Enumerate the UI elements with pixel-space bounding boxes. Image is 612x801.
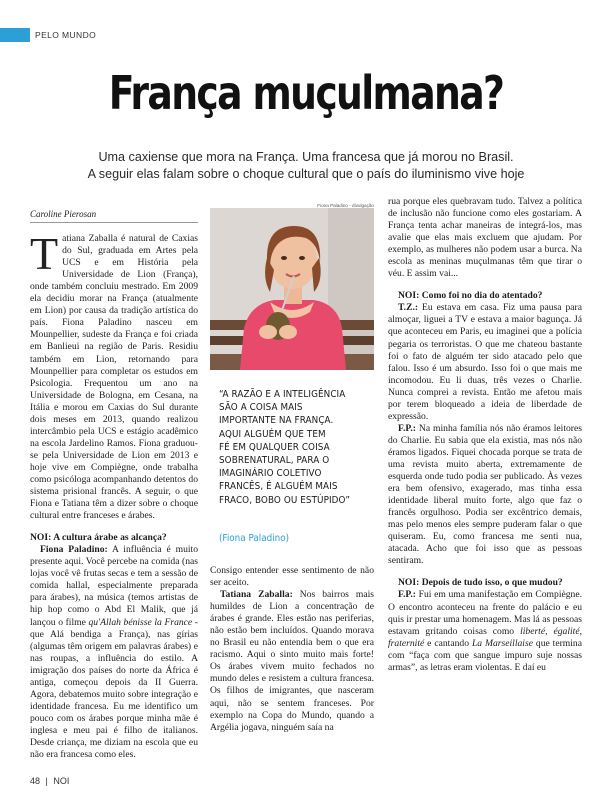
subtitle-line-1: Uma caxiense que mora na França. Uma francesa que já morou no Brasil. [98, 150, 514, 164]
answer-tatiana-text: Nos bairros mais humildes de Lion a concentração de árabes é grande. Eles estão nas periferias, não estão bem incluídos. Quando morava no Brasil eu não entendia bem o que era racismo. Aqui o sinto muito mais forte! Os árabes vivem muito fechados no mundo deles e resistem a cultura francesa. Os filhos de imigrantes, que nasceram aqui, não se sentem franceses. Por exemplo na Copa do Mundo, quando a Argélia jogava, ninguém saía na [210, 589, 374, 733]
page-number: 48 [30, 776, 41, 786]
section-tag [0, 28, 96, 42]
question-2: NOI: Como foi no dia do atentado? [398, 290, 543, 302]
answer-tz-text: Eu estava em casa. Fiz uma pausa para almoçar, liguei a TV e estava a maior bagunça. Já que aconteceu em Paris, eu imaginei que a polícia pegaria os terroristas. O que me chateou bastante foi o fato de alguém ter sido atacado pelo que falou. Isso é um absurdo. Isso foi o que mais me incomodou. Eu li duas, três vezes o Charlie. Nunca comprei a revista. Então me afetou mais por terem bloqueado a ideia de liberdade de expressão. [388, 302, 582, 422]
author-byline: Caroline Pierosan [30, 208, 198, 223]
speaker-tatiana: Tatiana Zaballa: [220, 589, 293, 601]
speaker-fp-2: F.P.: [398, 589, 416, 601]
pull-quote-line: FRACO, BOBO OU ESTÚPIDO” [219, 494, 351, 506]
pull-quote-line: IMPORTANTE NA FRANÇA. [219, 415, 334, 427]
anthem-title: La Marseillaise [471, 637, 533, 649]
column-1 [30, 208, 198, 761]
pull-quote-line: FÉ EM QUALQUER COISA [219, 441, 330, 453]
answer-fp [388, 423, 582, 568]
section-label: PELO MUNDO [35, 30, 97, 40]
answer-fp-2 [388, 589, 582, 673]
pull-quote-author: (Fiona Paladino) [219, 533, 290, 544]
column-3-paragraph-1: rua porque eles quebravam tudo. Talvez a política de inclusão não funcione como eles gostariam. A França tenta achar maneiras de integrá-los, mas avalie que elas mais excluem que ajudam. Por exemplo, as mulheres não podem usar a burca. Na escola as meninas muçulmanas têm que tirar o véu. E assim vai... [388, 196, 582, 280]
intro-paragraph [30, 228, 198, 522]
portrait-photo [210, 208, 374, 370]
magazine-name: NOI [53, 776, 70, 786]
page-footer [30, 776, 69, 786]
article-subtitle [30, 149, 582, 183]
pull-quote-line: AQUI ALGUÉM QUE TEM [219, 428, 326, 440]
photo-credit: Fiona Paladino - divulgação [317, 203, 374, 208]
answer-fp-2-text-c: que termina com “faça com que sangue impuro suje nossas armas”, as letras eram violentas. E daí eu [388, 637, 582, 673]
footer-separator: | [45, 776, 48, 786]
column-2 [210, 565, 374, 734]
answer-fp-2-text-b: e cantando [424, 637, 472, 649]
answer-tz [388, 302, 582, 422]
speaker-fiona: Fiona Paladino: [40, 544, 108, 556]
answer-1 [30, 544, 198, 761]
drop-cap: T [30, 228, 59, 280]
question-3: NOI: Depois de tudo isso, o que mudou? [398, 577, 563, 589]
question-1: NOI: A cultura árabe as alcança? [30, 532, 167, 544]
pull-quote-line: IMAGINÁRIO COLETIVO [219, 468, 322, 480]
film-title: qu'Allah bénisse la France [88, 616, 193, 628]
motto-text: liberté, égalité, fraternité [388, 625, 582, 649]
section-color-bar [0, 28, 30, 42]
intro-text: atiana Zaballa é natural de Caxias do Sul, graduada em Artes pela UCS e em História pela Universidade de Lion (França), onde também concluiu mestrado. Em 2009 ela decidiu morar na França (atualmente em Lion) por causa da tradição artística do país. Fiona Paladino nasceu em Mounpellier, sudeste da França e foi criada em Banlieui na região de Paris. Residiu também em Lion, retornando para Mounpellier para completar os estudos em Psicologia. Frequentou um ano na Universidade de Bologna, em Cesana, na Itália e morou em Caxias do Sul durante dois meses em 2013, quando realizou intercâmbio pela UCS e estágio acadêmico na escola Jardelino Ramos. Fiona graduou-se pela Universidade de Lion em 2013 e hoje vive em Compiègne, onde trabalha como psicóloga acompanhando detentos do sistema prisional francês. A seguir, o que Fiona e Tatiana têm a dizer sobre o choque cultural entre franceses e árabes. [30, 233, 198, 522]
column-2-paragraph-1: Consigo entender esse sentimento de não ser aceito. [210, 565, 374, 589]
speaker-tz: T.Z.: [398, 302, 419, 314]
speaker-fp: F.P.: [398, 422, 416, 434]
pull-quote [219, 388, 353, 507]
pull-quote-line: FRANCÊS, É ALGUÉM MAIS [219, 481, 338, 493]
answer-fp-text: Na minha família nós não éramos leitores do Charlie. Eu sabia que ela existia, mas nós não éramos ligados. Fiquei chocada porque se trata de uma revista muito aberta, extremamente de esquerda onde tudo podia ser publicado. Às vezes era bem ofensivo, exagerado, mas tinha essa identidade liberal muito forte, algo que faz o francês orgulhoso. Podia ser excêntrico demais, mas pelo menos eles sempre puderam falar o que quiseram. Eu, como francesa me senti nua, atacada. Acho que foi isso que as pessoas sentiram. [388, 422, 582, 567]
pull-quote-line: SÃO A COISA MAIS [219, 402, 303, 414]
answer-tatiana [210, 589, 374, 734]
subtitle-line-2: A seguir elas falam sobre o choque cultural que o país do iluminismo vive hoje [87, 167, 525, 181]
pull-quote-line: SOBRENATURAL, PARA O [219, 455, 330, 467]
answer-1-text-b: - que Alá bendiga a França), nas gírias (algumas têm origem em palavras árabes) e nas roupas, a influência do estilo. A imigração dos países do norte da África é antiga, começou depois da II Guerra. Agora, debatemos muito sobre integração e identidade francesa. Eu me identifico um pouco com os árabes porque minha mãe é inglesa e meu pai é filho de italianos. Desde criança, me diziam na escola que eu não era francesa como eles. [30, 616, 199, 761]
answer-1-text-a: A influência é muito presente aqui. Você percebe na comida (nas lojas você vê frutas secas e tem a sessão de comida hallal, especialmente preparada para árabes), na música (temos artistas de hip hop como o Abd El Malik, que já lançou o filme [30, 544, 198, 628]
pull-quote-line: “A RAZÃO E A INTELIGÊNCIA [219, 389, 346, 400]
article-title: França muçulmana? [108, 66, 504, 120]
answer-fp-2-text-a: Fui em uma manifestação em Compiègne. O encontro aconteceu na frente do palácio e eu quis ir prestar uma homenagem. Mas lá as pessoas estavam gritando coisas como [388, 589, 582, 637]
portrait-illustration [210, 208, 374, 370]
column-3 [388, 196, 582, 674]
